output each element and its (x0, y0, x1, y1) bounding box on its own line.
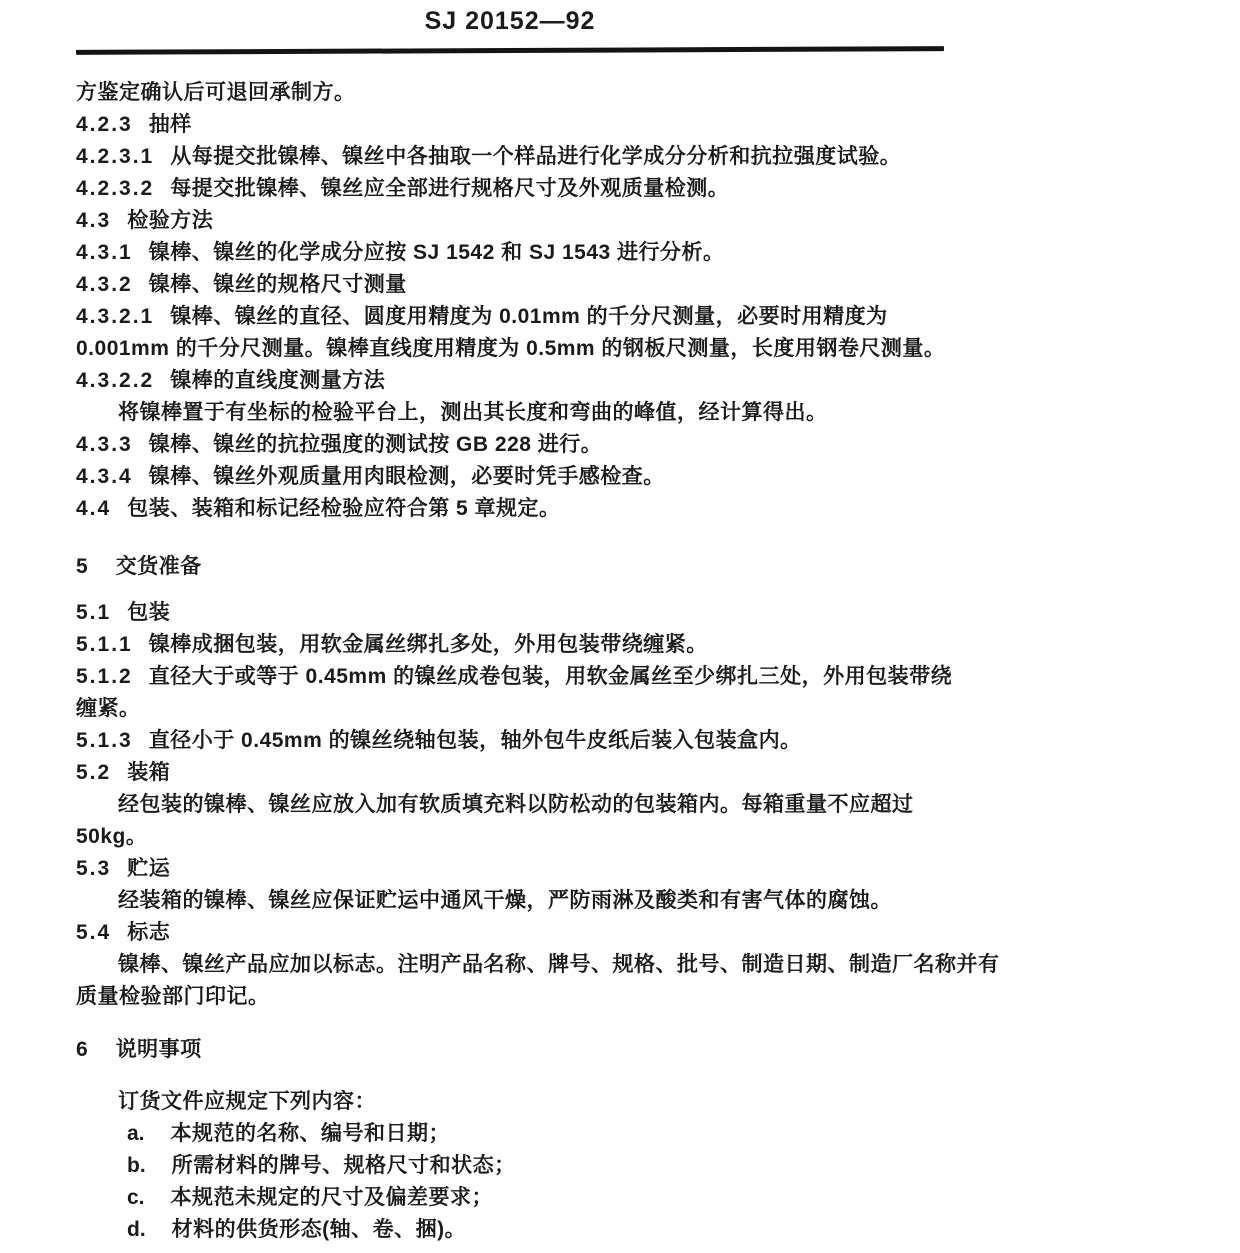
paragraph-text: 质量检验部门印记。 (76, 985, 270, 1008)
clause-title: 包装 (127, 601, 171, 624)
paragraph-continuation-top (76, 77, 944, 109)
clause-text: 镍棒、镍丝外观质量用肉眼检测，必要时凭手感检查。 (148, 465, 665, 488)
clause-number: 5.3 (76, 857, 112, 880)
clause-4-3-2-1 (76, 301, 944, 333)
clause-5-3 (76, 853, 944, 885)
list-item-letter: d. (127, 1218, 146, 1241)
paragraph-crating-continuation (76, 821, 944, 853)
clause-4-3-2-2 (76, 365, 944, 397)
chapter-6-heading (76, 1034, 944, 1066)
paragraph-text: 方鉴定确认后可退回承制方。 (76, 81, 356, 104)
clause-title: 镍棒、镍丝的规格尺寸测量 (148, 273, 407, 296)
clause-4-3-2 (76, 269, 944, 301)
list-item-text: 本规范未规定的尺寸及偏差要求； (170, 1186, 494, 1209)
clause-text: 直径小于 0.45mm 的镍丝绕轴包装，轴外包牛皮纸后装入包装盒内。 (148, 729, 802, 752)
clause-5-1-2-continuation (76, 693, 944, 725)
clause-title: 抽样 (148, 113, 192, 136)
paragraph-text: 50kg。 (76, 825, 148, 848)
clause-title: 贮运 (127, 857, 171, 880)
list-item-b (76, 1150, 944, 1182)
clause-number: 4.3.2.2 (76, 369, 155, 392)
clause-text: 镍棒成捆包装，用软金属丝绑扎多处，外用包装带绕缠紧。 (148, 633, 708, 656)
clause-text: 包装、装箱和标记经检验应符合第 5 章规定。 (127, 497, 561, 520)
clause-text: 缠紧。 (76, 697, 141, 720)
clause-number: 4.3.1 (76, 241, 133, 264)
clause-number: 5.1 (76, 601, 112, 624)
chapter-5-heading (76, 551, 944, 583)
clause-number: 5.1.1 (76, 633, 133, 656)
clause-number: 4.3 (76, 209, 112, 232)
chapter-number: 6 (76, 1038, 90, 1061)
clause-number: 4.3.2.1 (76, 305, 155, 328)
clause-number: 4.3.2 (76, 273, 133, 296)
clause-number: 4.4 (76, 497, 112, 520)
paragraph-marking-continuation (76, 981, 944, 1013)
list-item-text: 本规范的名称、编号和日期； (170, 1122, 451, 1145)
clause-text: 镍棒、镍丝的抗拉强度的测试按 GB 228 进行。 (148, 433, 603, 456)
list-item-a (76, 1118, 944, 1150)
clause-5-1 (76, 597, 944, 629)
clause-4-3-3 (76, 429, 944, 461)
clause-5-2 (76, 757, 944, 789)
clause-number: 4.2.3 (76, 113, 133, 136)
clause-number: 4.2.3.1 (76, 145, 155, 168)
clause-number: 4.3.3 (76, 433, 133, 456)
list-item-letter: b. (127, 1154, 146, 1177)
clause-4-2-3-1 (76, 141, 944, 173)
clause-4-3 (76, 205, 944, 237)
clause-number: 5.4 (76, 921, 112, 944)
chapter-title: 交货准备 (115, 555, 202, 578)
list-item-text: 所需材料的牌号、规格尺寸和状态； (171, 1154, 516, 1177)
list-item-letter: c. (127, 1186, 145, 1209)
clause-5-1-2 (76, 661, 953, 693)
paragraph-crating (76, 789, 944, 821)
list-item-letter: a. (127, 1122, 145, 1145)
clause-5-1-1 (76, 629, 944, 661)
clause-4-2-3 (76, 109, 944, 141)
clause-number: 4.3.4 (76, 465, 133, 488)
paragraph-text: 经装箱的镍棒、镍丝应保证贮运中通风干燥，严防雨淋及酸类和有害气体的腐蚀。 (118, 889, 892, 912)
paragraph-text: 经包装的镍棒、镍丝应放入加有软质填充料以防松动的包装箱内。每箱重量不应超过 (118, 793, 914, 816)
clause-5-4 (76, 917, 944, 949)
paragraph-text: 订货文件应规定下列内容： (118, 1090, 376, 1113)
paragraph-storage-transport (76, 885, 944, 917)
page-content (76, 0, 1000, 1246)
clause-text: 镍棒、镍丝的直径、圆度用精度为 0.01mm 的千分尺测量，必要时用精度为 (170, 305, 888, 328)
list-item-c (76, 1182, 944, 1214)
paragraph-marking (76, 949, 1000, 981)
clause-4-3-1 (76, 237, 944, 269)
paragraph-text: 将镍棒置于有坐标的检验平台上，测出其长度和弯曲的峰值，经计算得出。 (118, 401, 828, 424)
list-item-text: 材料的供货形态(轴、卷、捆)。 (171, 1218, 467, 1241)
clause-text: 直径大于或等于 0.45mm 的镍丝成卷包装，用软金属丝至少绑扎三处，外用包装带绕 (148, 665, 953, 688)
clause-number: 4.2.3.2 (76, 177, 155, 200)
clause-title: 装箱 (127, 761, 171, 784)
clause-4-3-2-1-continuation (76, 333, 944, 365)
clause-title: 标志 (127, 921, 171, 944)
clause-4-2-3-2 (76, 173, 944, 205)
clause-5-1-3 (76, 725, 944, 757)
chapter-title: 说明事项 (115, 1038, 202, 1061)
paragraph-ordering-intro (76, 1086, 944, 1118)
clause-number: 5.1.2 (76, 665, 133, 688)
clause-text: 每提交批镍棒、镍丝应全部进行规格尺寸及外观质量检测。 (170, 177, 730, 200)
clause-4-4 (76, 493, 944, 525)
clause-title: 检验方法 (127, 209, 214, 232)
clause-number: 5.2 (76, 761, 112, 784)
document-body (76, 53, 1000, 1246)
clause-text: 镍棒、镍丝的化学成分应按 SJ 1542 和 SJ 1543 进行分析。 (148, 241, 725, 264)
clause-title: 镍棒的直线度测量方法 (170, 369, 386, 392)
paragraph-text: 镍棒、镍丝产品应加以标志。注明产品名称、牌号、规格、批号、制造日期、制造厂名称并有 (118, 953, 1000, 976)
list-item-d (76, 1214, 944, 1246)
clause-4-3-4 (76, 461, 944, 493)
clause-text: 0.001mm 的千分尺测量。镍棒直线度用精度为 0.5mm 的钢板尺测量，长度用钢卷尺测量。 (76, 337, 946, 360)
paragraph-straightness-method (76, 397, 944, 429)
chapter-number: 5 (76, 555, 90, 578)
standard-number: SJ 20152—92 (424, 7, 596, 35)
clause-text: 从每提交批镍棒、镍丝中各抽取一个样品进行化学成分分析和抗拉强度试验。 (170, 145, 902, 168)
clause-number: 5.1.3 (76, 729, 133, 752)
